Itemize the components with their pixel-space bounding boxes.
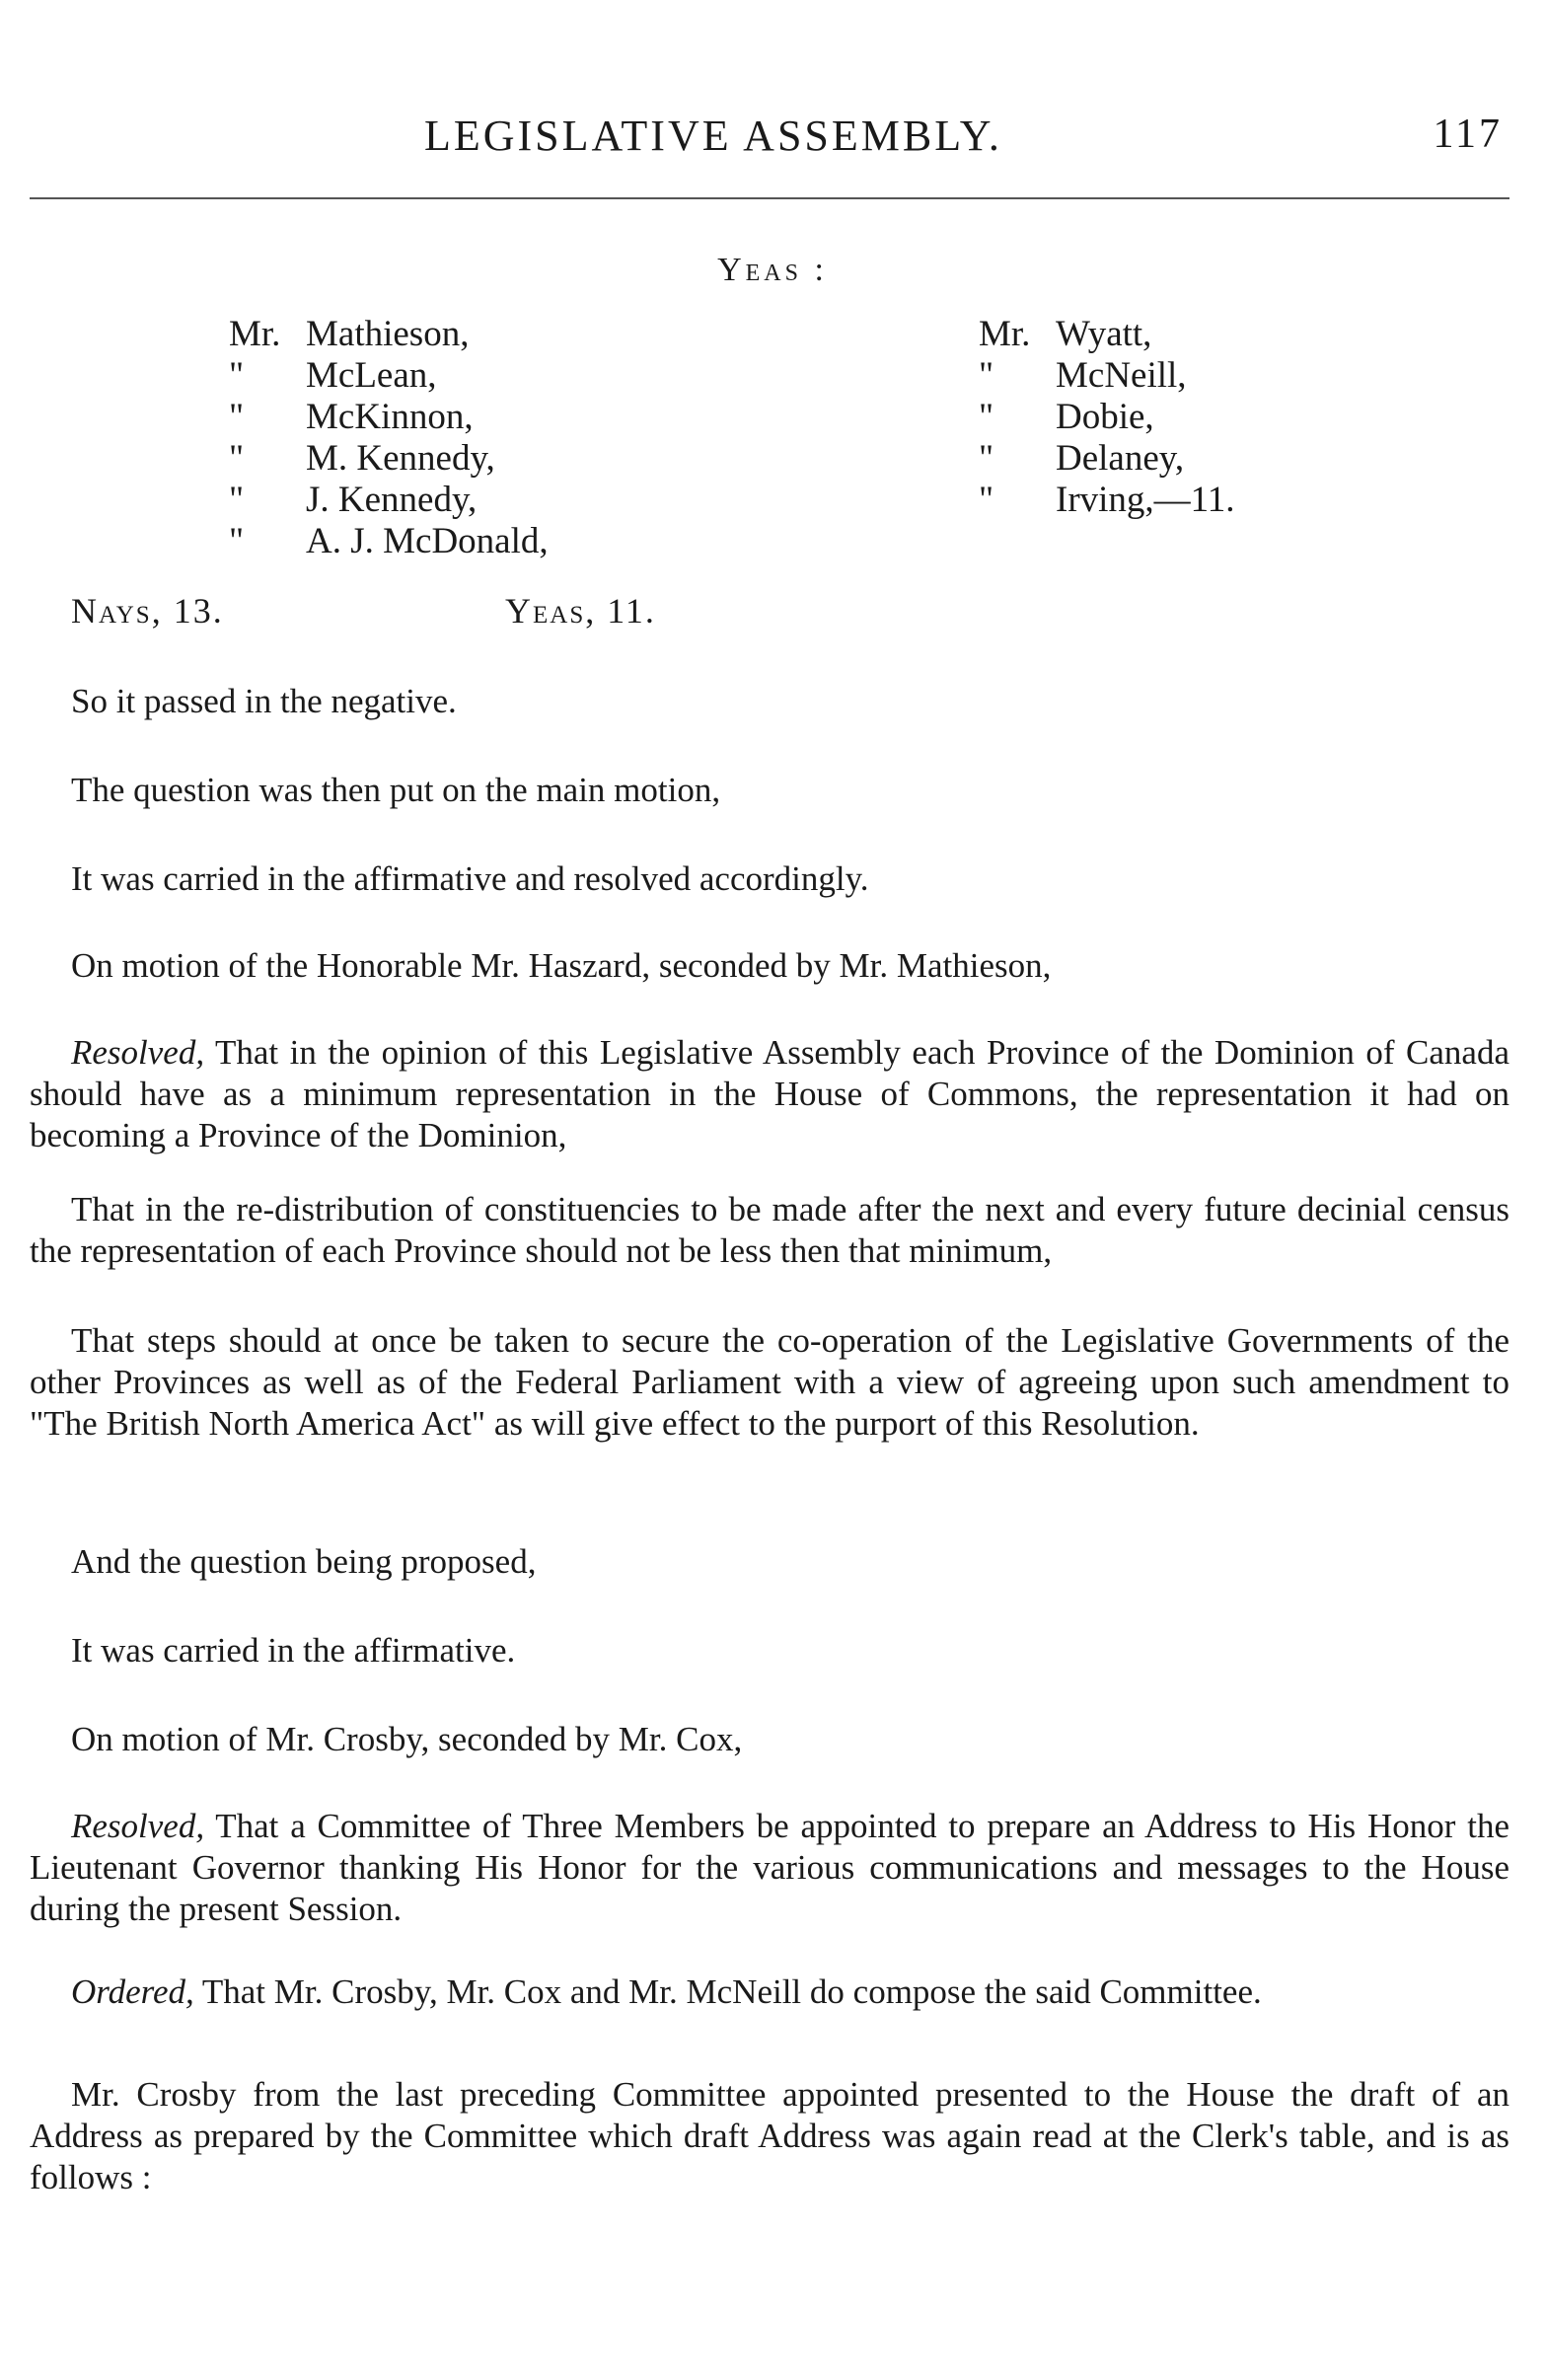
paragraph-text — [30, 1806, 1509, 1930]
paragraph-question-proposed — [30, 1541, 1509, 1583]
member-prefix: " — [979, 397, 994, 437]
paragraph-ordered — [30, 1971, 1509, 2013]
paragraph-draft-address — [30, 2074, 1509, 2198]
member-name: McLean, — [306, 355, 437, 396]
member-row — [229, 480, 549, 521]
member-prefix: " — [979, 355, 994, 396]
paragraph-text: It was carried in the affirmative and resolved accordingly. — [71, 859, 869, 898]
running-head — [0, 111, 1545, 170]
resolution-text: That in the opinion of this Legislative Assembly each Province of the Dominion of Canada should have as a minimum representation in the House of Commons, the representation it had on becoming a Province of the Dominion, — [30, 1033, 1509, 1154]
paragraph-motion-crosby — [30, 1719, 1509, 1760]
member-name: J. Kennedy, — [306, 480, 478, 520]
paragraph-result — [30, 681, 1509, 722]
member-prefix: " — [979, 438, 994, 479]
paragraph-main-motion — [30, 770, 1509, 811]
member-row — [229, 438, 549, 480]
member-prefix: " — [229, 438, 245, 479]
member-name: A. J. McDonald, — [306, 521, 549, 561]
member-row — [979, 438, 1235, 480]
paragraph-text: And the question being proposed, — [71, 1542, 537, 1581]
ordered-lead: Ordered, — [71, 1972, 194, 2011]
paragraph-text — [30, 1971, 1509, 2013]
member-row — [229, 521, 549, 562]
member-row — [979, 480, 1235, 521]
paragraph-resolved-representation — [30, 1032, 1509, 1156]
paragraph-resolved-committee — [30, 1806, 1509, 1930]
paragraph-text — [30, 1032, 1509, 1156]
member-name: Dobie, — [1056, 397, 1154, 437]
paragraph-text: On motion of Mr. Crosby, seconded by Mr. Cox, — [71, 1720, 743, 1758]
member-prefix: Mr. — [979, 314, 1031, 354]
vote-tally — [71, 590, 656, 632]
member-name: Wyatt, — [1056, 314, 1152, 354]
resolved-lead: Resolved, — [71, 1033, 205, 1072]
paragraph-redistribution — [30, 1189, 1509, 1272]
paragraph-text: It was carried in the affirmative. — [71, 1631, 516, 1670]
paragraph-text: That in the re-distribution of constituencies to be made after the next and every future decinial census the representation of each Province should not be less then that minimum, — [30, 1190, 1509, 1270]
member-name: McKinnon, — [306, 397, 474, 437]
member-prefix: " — [229, 521, 245, 561]
member-row — [229, 314, 549, 355]
paragraph-text: So it passed in the negative. — [71, 682, 457, 720]
member-row — [979, 314, 1235, 355]
paragraph-carried — [30, 858, 1509, 900]
member-row — [979, 397, 1235, 438]
member-name: M. Kennedy, — [306, 438, 495, 479]
resolved-lead: Resolved, — [71, 1807, 205, 1845]
paragraph-motion-haszard — [30, 945, 1509, 987]
paragraph-text: Mr. Crosby from the last preceding Committee appointed presented to the House the draft of an Address as prepared by the Committee which draft Address was again read at the Clerk's table, and is as follows : — [30, 2075, 1509, 2196]
order-text: That Mr. Crosby, Mr. Cox and Mr. McNeill do compose the said Committee. — [193, 1972, 1262, 2011]
resolution-text: That a Committee of Three Members be appointed to prepare an Address to His Honor the Lieutenant Governor thanking His Honor for the various communications and messages to the House during the present Session. — [30, 1807, 1509, 1928]
paragraph-co-operation — [30, 1320, 1509, 1445]
member-name: Irving,—11. — [1056, 480, 1235, 520]
paragraph-text: That steps should at once be taken to secure the co-operation of the Legislative Governments of the other Provinces as well as of the Federal Parliament with a view of agreeing upon such amendment to "The British North America Act" as will give effect to the purport of this Resolution. — [30, 1321, 1509, 1443]
member-row — [979, 355, 1235, 397]
nays-tally: Nays, 13. — [71, 591, 224, 631]
member-prefix: " — [229, 355, 245, 396]
paragraph-text: On motion of the Honorable Mr. Haszard, seconded by Mr. Mathieson, — [71, 946, 1052, 985]
member-row — [229, 397, 549, 438]
member-prefix: " — [229, 480, 245, 520]
member-row — [229, 355, 549, 397]
paragraph-text: The question was then put on the main motion, — [71, 771, 721, 809]
yeas-heading: Yeas : — [717, 252, 828, 288]
member-name: McNeill, — [1056, 355, 1187, 396]
header-rule — [30, 197, 1509, 199]
yeas-tally: Yeas, 11. — [505, 591, 656, 631]
paragraph-carried-affirmative — [30, 1630, 1509, 1672]
member-prefix: " — [229, 397, 245, 437]
member-prefix: " — [979, 480, 994, 520]
yeas-left-column — [229, 314, 549, 562]
page-number: 117 — [1433, 112, 1503, 157]
yeas-right-column — [979, 314, 1235, 521]
member-name: Mathieson, — [306, 314, 470, 354]
member-prefix: Mr. — [229, 314, 281, 354]
member-name: Delaney, — [1056, 438, 1185, 479]
page-title: LEGISLATIVE ASSEMBLY. — [424, 112, 1002, 160]
